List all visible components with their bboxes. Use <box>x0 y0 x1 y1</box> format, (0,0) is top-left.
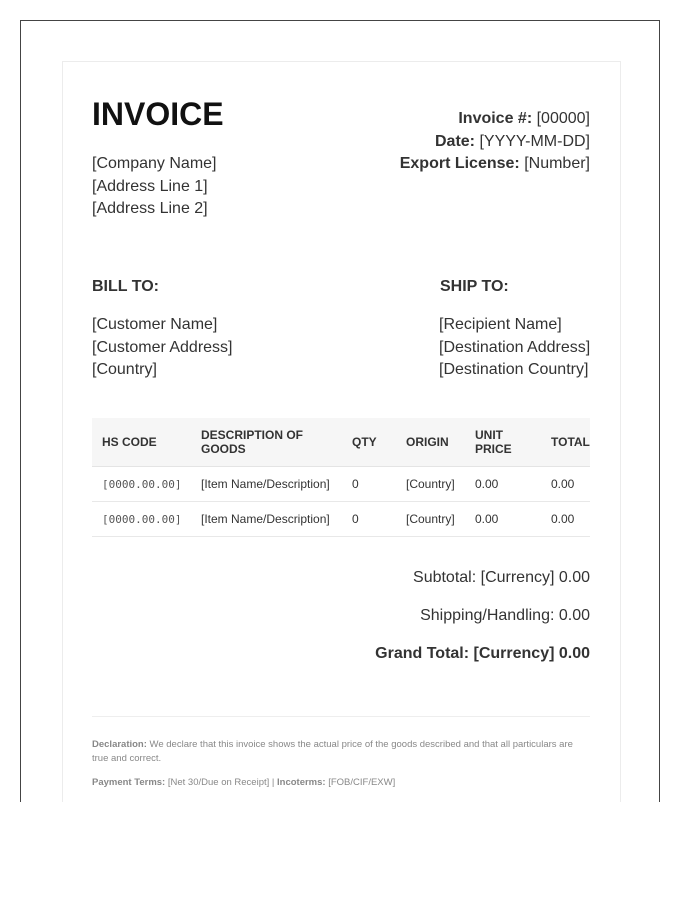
footer-divider <box>92 716 590 717</box>
cell-hs-code: [0000.00.00] <box>92 502 191 537</box>
customer-address: [Customer Address] <box>92 338 233 356</box>
company-address-line-2: [Address Line 2] <box>92 200 208 217</box>
export-license-value: [Number] <box>524 155 590 172</box>
cell-description: [Item Name/Description] <box>191 502 352 537</box>
cell-unit-price: 0.00 <box>465 467 541 502</box>
payment-terms-label: Payment Terms: <box>92 777 166 788</box>
header-description: DESCRIPTION OF GOODS <box>191 418 352 467</box>
cell-total: 0.00 <box>541 502 590 537</box>
cell-qty: 0 <box>352 467 396 502</box>
declaration-label: Declaration: <box>92 739 147 750</box>
items-table <box>92 418 590 537</box>
cell-origin: [Country] <box>396 467 465 502</box>
cell-qty: 0 <box>352 502 396 537</box>
export-license-label: Export License: <box>399 155 520 172</box>
shipping-handling: Shipping/Handling: 0.00 <box>420 607 590 624</box>
ship-to-address <box>439 314 590 382</box>
invoice-date-value: [YYYY-MM-DD] <box>479 132 590 150</box>
header-qty: QTY <box>352 418 396 467</box>
cell-total: 0.00 <box>541 467 590 502</box>
destination-country: [Destination Country] <box>439 361 589 378</box>
recipient-name: [Recipient Name] <box>439 316 562 333</box>
company-info <box>92 153 217 221</box>
table-header-row <box>92 418 590 467</box>
header-hs-code: HS CODE <box>92 418 191 467</box>
payment-terms <box>92 776 590 790</box>
bill-to-heading: BILL TO: <box>92 278 159 295</box>
header-unit-price: UNIT PRICE <box>465 418 541 467</box>
company-name: [Company Name] <box>92 155 217 172</box>
destination-address: [Destination Address] <box>439 338 591 356</box>
invoice-number-value: [00000] <box>536 110 590 127</box>
company-address-line-1: [Address Line 1] <box>92 177 208 195</box>
invoice-title: INVOICE <box>92 96 224 132</box>
customer-name: [Customer Name] <box>92 316 218 333</box>
invoice-number-label: Invoice #: <box>458 110 533 127</box>
ship-to-heading: SHIP TO: <box>440 278 509 295</box>
declaration <box>92 738 590 766</box>
table-row <box>92 467 590 502</box>
bill-to-address <box>92 314 233 382</box>
cell-description: [Item Name/Description] <box>191 467 352 502</box>
declaration-text: We declare that this invoice shows the actual price of the goods described and that all particulars are true and correct. <box>92 739 573 764</box>
cell-origin: [Country] <box>396 502 465 537</box>
export-license-row <box>400 153 590 176</box>
table-row <box>92 502 590 537</box>
payment-terms-value: [Net 30/Due on Receipt] | <box>165 777 277 788</box>
grand-total: Grand Total: [Currency] 0.00 <box>375 645 590 662</box>
invoice-number-row <box>400 108 590 131</box>
invoice-date-row <box>400 131 590 154</box>
cell-hs-code: [0000.00.00] <box>92 467 191 502</box>
incoterms-value: [FOB/CIF/EXW] <box>325 777 396 788</box>
customer-country: [Country] <box>92 361 157 378</box>
cell-unit-price: 0.00 <box>465 502 541 537</box>
header-origin: ORIGIN <box>396 418 465 467</box>
subtotal: Subtotal: [Currency] 0.00 <box>413 569 590 586</box>
header-total: TOTAL <box>541 418 590 467</box>
invoice-meta <box>400 108 590 176</box>
invoice-date-label: Date: <box>435 132 476 150</box>
incoterms-label: Incoterms: <box>277 777 326 788</box>
